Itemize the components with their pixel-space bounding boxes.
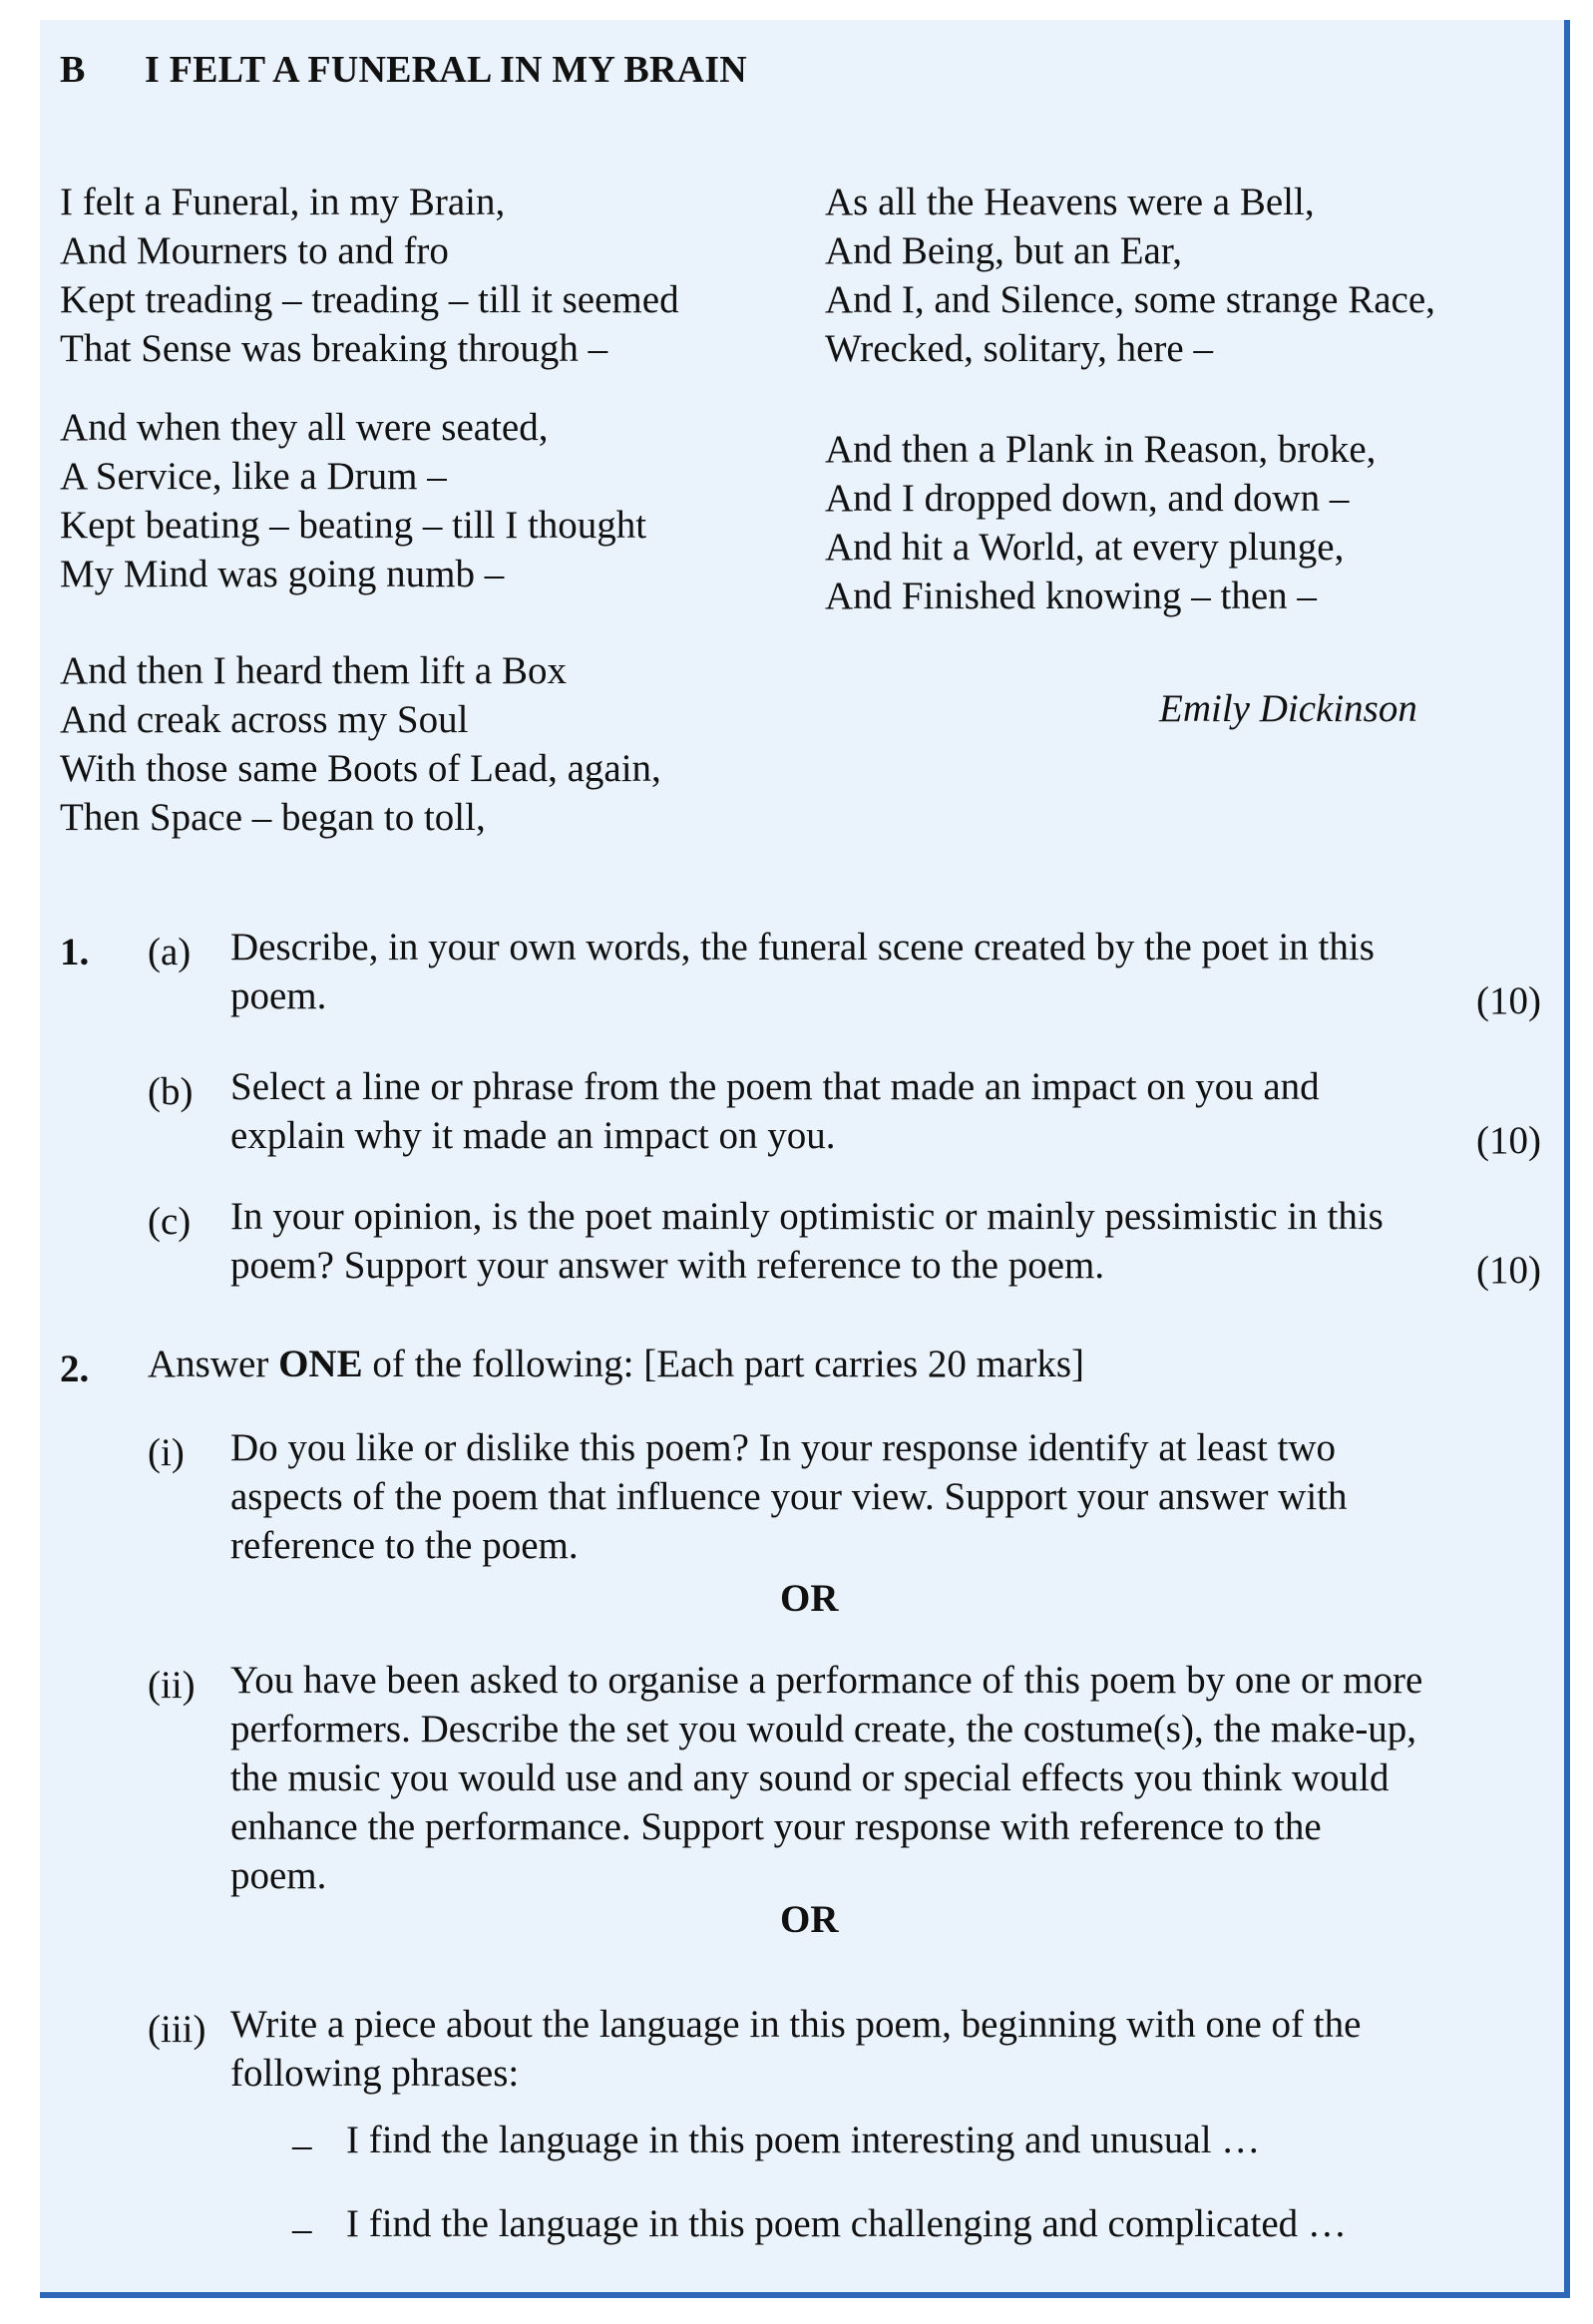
poem-line: And I, and Silence, some strange Race, bbox=[825, 278, 1435, 321]
q2ii-line: performers. Describe the set you would create, the costume(s), the make-up, bbox=[230, 1708, 1417, 1750]
q1b-line: explain why it made an impact on you. bbox=[230, 1114, 836, 1157]
bullet-1: I find the language in this poem interesting and unusual … bbox=[346, 2119, 1261, 2161]
poem-author: Emily Dickinson bbox=[1159, 687, 1417, 730]
q2i-line: aspects of the poem that influence your view. Support your answer with bbox=[230, 1475, 1348, 1518]
q1a-line: poem. bbox=[230, 974, 327, 1017]
q2-intro bbox=[148, 1340, 1524, 1388]
poem-line: With those same Boots of Lead, again, bbox=[60, 747, 661, 790]
poem-line: And creak across my Soul bbox=[60, 698, 469, 741]
q1b-label: (b) bbox=[148, 1070, 194, 1113]
poem-line: And Finished knowing – then – bbox=[825, 575, 1317, 617]
q1c-line: poem? Support your answer with reference to the poem. bbox=[230, 1244, 1105, 1287]
q1a-text bbox=[230, 923, 1527, 1020]
bullet-dash-2: – bbox=[292, 2207, 312, 2250]
q2ii-line: enhance the performance. Support your response with reference to the bbox=[230, 1805, 1322, 1848]
poem-line: And hit a World, at every plunge, bbox=[825, 526, 1345, 569]
q2iii-label: (iii) bbox=[148, 2008, 206, 2051]
q2-intro-pre: Answer bbox=[148, 1343, 279, 1385]
q1a-marks: (10) bbox=[1476, 979, 1541, 1022]
q2i-line: Do you like or dislike this poem? In your response identify at least two bbox=[230, 1426, 1337, 1469]
q2i-line: reference to the poem. bbox=[230, 1524, 579, 1567]
stanza-3 bbox=[60, 646, 798, 842]
poem-line: And then I heard them lift a Box bbox=[60, 649, 567, 692]
poem-line: As all the Heavens were a Bell, bbox=[825, 181, 1315, 223]
q1a-line: Describe, in your own words, the funeral scene created by the poet in this bbox=[230, 926, 1375, 968]
poem-left-column bbox=[60, 178, 798, 868]
q2-intro-bold: ONE bbox=[278, 1343, 363, 1385]
stanza-2 bbox=[60, 403, 798, 598]
section-heading bbox=[60, 48, 747, 92]
q2ii-line: You have been asked to organise a performance of this poem by one or more bbox=[230, 1659, 1423, 1702]
exam-panel bbox=[40, 20, 1570, 2298]
poem-line: And when they all were seated, bbox=[60, 406, 549, 449]
q1a-label: (a) bbox=[148, 931, 192, 973]
q2i-label: (i) bbox=[148, 1431, 185, 1474]
stanza-4 bbox=[825, 178, 1523, 373]
poem-line: And I dropped down, and down – bbox=[825, 477, 1350, 520]
question-1-number: 1. bbox=[60, 931, 90, 973]
stanza-1 bbox=[60, 178, 798, 373]
poem-line: Then Space – began to toll, bbox=[60, 796, 486, 839]
q2iii-text bbox=[230, 2000, 1547, 2098]
poem-line: Kept treading – treading – till it seemed bbox=[60, 278, 679, 321]
q1b-text bbox=[230, 1062, 1527, 1160]
poem-line: That Sense was breaking through – bbox=[60, 327, 608, 370]
section-title: I FELT A FUNERAL IN MY BRAIN bbox=[145, 49, 747, 91]
poem-line: I felt a Funeral, in my Brain, bbox=[60, 181, 506, 223]
q1c-marks: (10) bbox=[1476, 1249, 1541, 1292]
q2iii-line: Write a piece about the language in this poem, beginning with one of the bbox=[230, 2003, 1362, 2046]
poem-right-column bbox=[825, 178, 1523, 646]
q2ii-line: the music you would use and any sound or special effects you think would bbox=[230, 1756, 1390, 1799]
poem-line: Kept beating – beating – till I thought bbox=[60, 504, 647, 547]
q2ii-line: poem. bbox=[230, 1854, 327, 1897]
poem-line: My Mind was going numb – bbox=[60, 553, 505, 595]
q2i-text bbox=[230, 1423, 1547, 1570]
bullet-dash-1: – bbox=[292, 2124, 312, 2166]
question-2-number: 2. bbox=[60, 1348, 90, 1390]
poem-line: A Service, like a Drum – bbox=[60, 455, 447, 498]
q1b-marks: (10) bbox=[1476, 1119, 1541, 1162]
q2ii-label: (ii) bbox=[148, 1664, 196, 1707]
section-letter: B bbox=[60, 49, 86, 91]
poem-line: And Mourners to and fro bbox=[60, 229, 449, 272]
q1c-label: (c) bbox=[148, 1200, 192, 1243]
poem-line: And Being, but an Ear, bbox=[825, 229, 1183, 272]
q1c-line: In your opinion, is the poet mainly optimistic or mainly pessimistic in this bbox=[230, 1195, 1384, 1238]
stanza-5 bbox=[825, 425, 1523, 620]
bullet-2: I find the language in this poem challenging and complicated … bbox=[346, 2202, 1347, 2245]
q1b-line: Select a line or phrase from the poem that made an impact on you and bbox=[230, 1065, 1320, 1108]
or-separator-2: OR bbox=[780, 1898, 839, 1941]
poem-line: And then a Plank in Reason, broke, bbox=[825, 428, 1377, 471]
q2iii-line: following phrases: bbox=[230, 2052, 520, 2095]
or-separator-1: OR bbox=[780, 1577, 839, 1620]
poem-line: Wrecked, solitary, here – bbox=[825, 327, 1213, 370]
q2ii-text bbox=[230, 1656, 1547, 1900]
q1c-text bbox=[230, 1192, 1527, 1290]
q2-intro-post: of the following: [Each part carries 20 marks] bbox=[362, 1343, 1084, 1385]
